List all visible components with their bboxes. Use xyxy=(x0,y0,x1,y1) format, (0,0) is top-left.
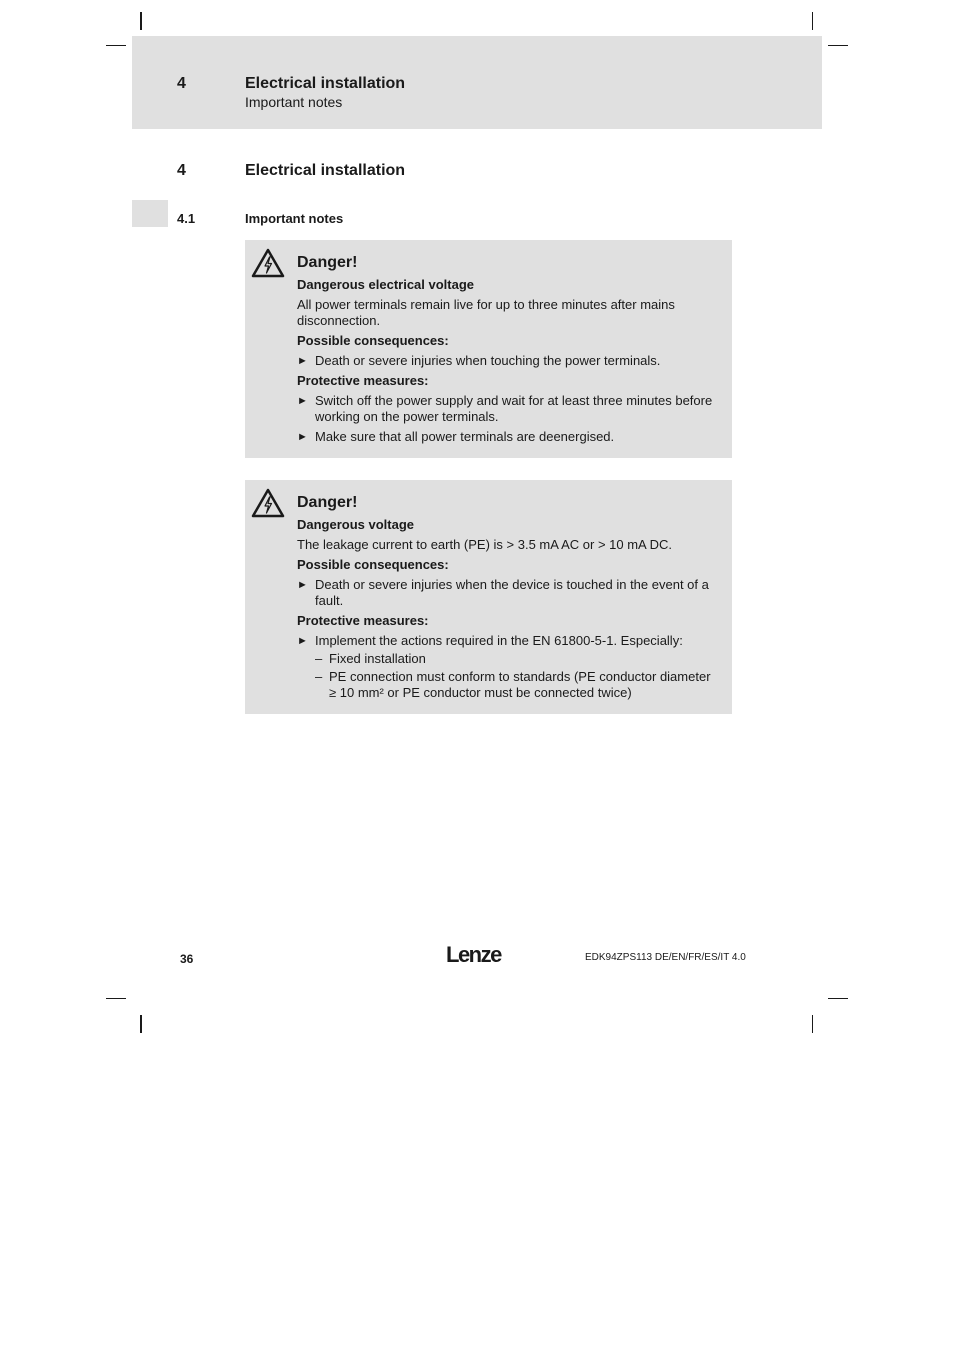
danger-subtitle: Dangerous voltage xyxy=(297,517,415,532)
header-subtitle: Important notes xyxy=(245,94,343,110)
consequences-label: Possible consequences: xyxy=(297,557,449,572)
dash-bullet-icon: – xyxy=(315,669,323,684)
section-number: 4.1 xyxy=(177,211,196,226)
high-voltage-warning-icon xyxy=(251,488,285,518)
bullet-arrow-icon: ► xyxy=(297,355,308,367)
chapter-number: 4 xyxy=(177,162,186,179)
page-number: 36 xyxy=(180,952,194,966)
consequence-text: Death or severe injuries when touching the power terminals. xyxy=(315,353,661,368)
dash-bullet-icon: – xyxy=(315,651,323,666)
list-item xyxy=(297,353,718,369)
danger-box xyxy=(245,480,732,714)
danger-title: Danger! xyxy=(297,494,358,511)
measure-text: Make sure that all power terminals are deenergised. xyxy=(315,429,615,444)
measure-text: Implement the actions required in the EN 61800-5-1. Especially: xyxy=(315,633,683,648)
measure-text: Switch off the power supply and wait for at least three minutes before working on the power terminals. xyxy=(315,393,713,424)
crop-mark xyxy=(828,998,848,999)
sub-measure-text: Fixed installation xyxy=(329,651,426,666)
measures-label: Protective measures: xyxy=(297,613,429,628)
consequence-text: Death or severe injuries when the device is touched in the event of a fault. xyxy=(315,577,709,608)
bullet-arrow-icon: ► xyxy=(297,431,308,443)
danger-box xyxy=(245,240,732,458)
crop-mark xyxy=(140,1015,142,1033)
sub-list-item xyxy=(297,669,718,701)
crop-mark xyxy=(140,12,142,30)
danger-text: All power terminals remain live for up to three minutes after mains disconnection. xyxy=(297,297,675,328)
list-item xyxy=(297,577,718,609)
consequences-label: Possible consequences: xyxy=(297,333,449,348)
bullet-arrow-icon: ► xyxy=(297,635,308,647)
sub-measure-text: PE connection must conform to standards (PE conductor diameter ≥ 10 mm² or PE conductor must be connected twice) xyxy=(329,669,711,700)
section-tab-marker xyxy=(132,200,168,227)
danger-text: The leakage current to earth (PE) is > 3.5 mA AC or > 10 mA DC. xyxy=(297,537,673,552)
lenze-logo: Lenze xyxy=(446,942,501,967)
list-item xyxy=(297,633,718,649)
header-chapter-number: 4 xyxy=(177,75,186,92)
crop-mark xyxy=(106,998,126,999)
danger-subtitle: Dangerous electrical voltage xyxy=(297,277,475,292)
chapter-title: Electrical installation xyxy=(245,162,406,179)
crop-mark xyxy=(812,1015,813,1033)
header-band xyxy=(132,36,822,129)
crop-mark xyxy=(106,45,126,46)
header-chapter-title: Electrical installation xyxy=(245,75,406,92)
list-item xyxy=(297,429,718,445)
bullet-arrow-icon: ► xyxy=(297,395,308,407)
sub-list-item xyxy=(297,651,718,667)
crop-mark xyxy=(812,12,813,30)
danger-title: Danger! xyxy=(297,254,358,271)
document-reference: EDK94ZPS113 DE/EN/FR/ES/IT 4.0 xyxy=(585,952,746,963)
list-item xyxy=(297,393,718,425)
crop-mark xyxy=(828,45,848,46)
high-voltage-warning-icon xyxy=(251,248,285,278)
section-title: Important notes xyxy=(245,211,344,226)
bullet-arrow-icon: ► xyxy=(297,579,308,591)
measures-label: Protective measures: xyxy=(297,373,429,388)
